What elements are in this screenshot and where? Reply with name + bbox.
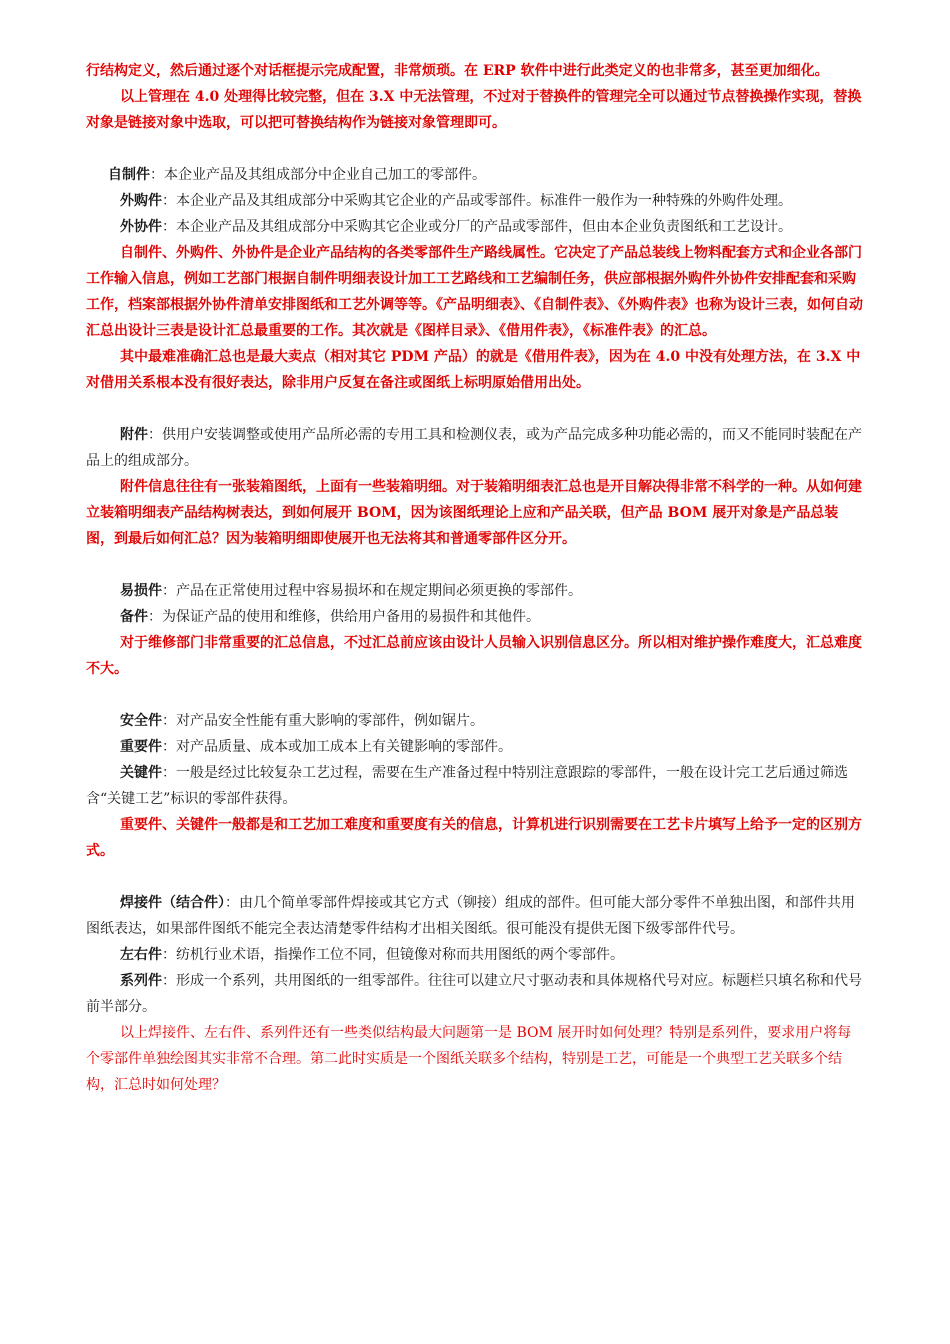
document-page: [86, 58, 864, 1098]
term-label: 关键件: [120, 765, 162, 781]
term-label: 自制件: [108, 167, 150, 183]
term-label: 外购件: [120, 193, 162, 209]
paragraph-borrowed-parts: 其中最难准确汇总也是最大卖点（相对其它 PDM 产品）的就是《借用件表》，因为在 4.0 中没有处理方法，在 3.X 中对借用关系根本没有很好表达，除非用户反复在备注或图纸上标明原始借用出处。: [86, 349, 861, 391]
spacer: [86, 552, 864, 578]
paragraph-packing-list: 附件信息往往有一张装箱图纸，上面有一些装箱明细。对于装箱明细表汇总也是开目解决得非常不科学的一种。从如何建立装箱明细表产品结构树表达，到如何展开 BOM，因为该图纸理论上应和产品关联，但产品 BOM 展开对象是产品总装图，到最后如何汇总？因为装箱明细即使展开也无法将其和普通零部件区分开。: [86, 479, 862, 547]
term-label: 外协件: [120, 219, 162, 235]
paragraph-production-route: 自制件、外购件、外协件是企业产品结构的各类零部件生产路线属性。它决定了产品总装线上物料配套方式和企业各部门工作输入信息，例如工艺部门根据自制件明细表设计加工工艺路线和工艺编制任务，供应部根据外购件外协件安排配套和采购工作，档案部根据外协件清单安排图纸和工艺外调等等。《产品明细表》、《自制件表》、《外购件表》也称为设计三表，如何自动汇总出设计三表是设计汇总最重要的工作。其次就是《图样目录》、《借用件表》，《标准件表》的汇总。: [86, 245, 863, 339]
paragraph-maintenance: 对于维修部门非常重要的汇总信息，不过汇总前应该由设计人员输入识别信息区分。所以相对维护操作难度大，汇总难度不大。: [86, 635, 862, 677]
definition-outsourced: [86, 214, 864, 240]
paragraph-process-card: 重要件、关键件一般都是和工艺加工难度和重要度有关的信息，计算机进行识别需要在工艺卡片填写上给予一定的区别方式。: [86, 817, 862, 859]
definition-key-part: [86, 760, 864, 812]
term-label: 安全件: [120, 713, 162, 729]
term-text: ：形成一个系列，共用图纸的一组零部件。往往可以建立尺寸驱动表和具体规格代号对应。标题栏只填名称和代号前半部分。: [86, 973, 862, 1015]
term-label: 左右件: [120, 947, 162, 963]
term-text: ：对产品质量、成本或加工成本上有关键影响的零部件。: [162, 739, 512, 755]
term-text: ：一般是经过比较复杂工艺过程，需要在生产准备过程中特别注意跟踪的零部件，一般在设计完工艺后通过筛选含“关键工艺”标识的零部件获得。: [86, 765, 848, 807]
term-label: 重要件: [120, 739, 162, 755]
definition-safety-part: [86, 708, 864, 734]
definition-self-made: [86, 162, 864, 188]
term-text: ：本企业产品及其组成部分中采购其它企业或分厂的产品或零部件，但由本企业负责图纸和工艺设计。: [162, 219, 792, 235]
definition-purchased: [86, 188, 864, 214]
spacer: [86, 864, 864, 890]
definition-series-part: [86, 968, 864, 1020]
term-label: 备件: [120, 609, 148, 625]
definition-spare-part: [86, 604, 864, 630]
spacer: [86, 396, 864, 422]
paragraph-bom-expansion: 以上焊接件、左右件、系列件还有一些类似结构最大问题第一是 BOM 展开时如何处理？特别是系列件，要求用户将每个零部件单独绘图其实非常不合理。第二此时实质是一个图纸关联多个结构，特别是工艺，可能是一个典型工艺关联多个结构，汇总时如何处理？: [86, 1025, 852, 1093]
term-label: 附件: [120, 427, 148, 443]
term-text: ：本企业产品及其组成部分中采购其它企业的产品或零部件。标准件一般作为一种特殊的外购件处理。: [162, 193, 792, 209]
definition-welded-part: [86, 890, 864, 942]
term-text: ：本企业产品及其组成部分中企业自己加工的零部件。: [150, 167, 486, 183]
term-label: 系列件: [120, 973, 162, 989]
definition-important-part: [86, 734, 864, 760]
paragraph-replacement-management: 以上管理在 4.0 处理得比较完整，但在 3.X 中无法管理，不过对于替换件的管理完全可以通过节点替换操作实现，替换对象是链接对象中选取，可以把可替换结构作为链接对象管理即可。: [86, 89, 862, 131]
term-text: ：供用户安装调整或使用产品所必需的专用工具和检测仪表，或为产品完成多种功能必需的，而又不能同时装配在产品上的组成部分。: [86, 427, 862, 469]
term-text: ：产品在正常使用过程中容易损坏和在规定期间必须更换的零部件。: [162, 583, 582, 599]
term-label: 焊接件（结合件）: [120, 895, 225, 911]
spacer: [86, 136, 864, 162]
term-label: 易损件: [120, 583, 162, 599]
term-text: ：由几个简单零部件焊接或其它方式（铆接）组成的部件。但可能大部分零件不单独出图，和部件共用图纸表达，如果部件图纸不能完全表达清楚零件结构才出相关图纸。很可能没有提供无图下级零部件代号。: [86, 895, 855, 937]
definition-accessory: [86, 422, 864, 474]
term-text: ：纺机行业术语，指操作工位不同，但镜像对称而共用图纸的两个零部件。: [162, 947, 624, 963]
term-text: ：对产品安全性能有重大影响的零部件，例如锯片。: [162, 713, 484, 729]
paragraph-structure-definition: 行结构定义，然后通过逐个对话框提示完成配置，非常烦琐。在 ERP 软件中进行此类定义的也非常多，甚至更加细化。: [86, 63, 829, 79]
term-text: ：为保证产品的使用和维修，供给用户备用的易损件和其他件。: [148, 609, 540, 625]
spacer: [86, 682, 864, 708]
definition-left-right-part: [86, 942, 864, 968]
definition-wearing-part: [86, 578, 864, 604]
